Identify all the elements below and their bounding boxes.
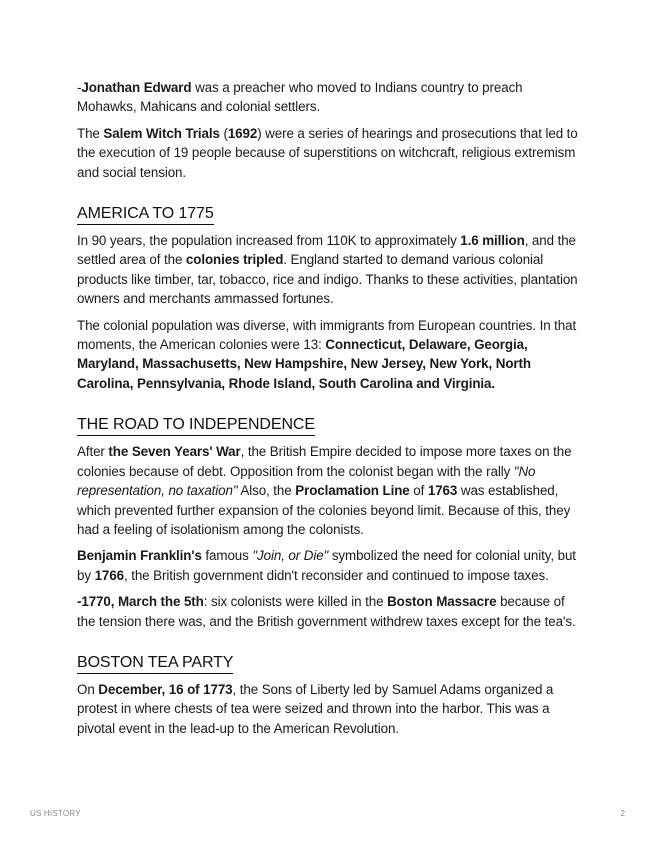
paragraph-population: In 90 years, the population increased from 110K to approximately 1.6 million, and the settled area of the colonies tripled. England started to demand various colonial products like timber, tar, tobacco, rice and indigo. Thanks to these activities, plantation owners and merchants ammassed fortunes. [77,233,578,307]
paragraph-benjamin-franklin: Benjamin Franklin's famous "Join, or Die" symbolized the need for colonial unity, but by 1766, the British government didn't reconsider and continued to impose taxes. [77,548,576,583]
paragraph-jonathan-edward: -Jonathan Edward was a preacher who moved to Indians country to preach Mohawks, Mahicans and colonial settlers. [77,80,523,115]
footer-title: US HISTORY [30,809,81,818]
heading-boston-tea-party: BOSTON TEA PARTY [77,653,233,674]
page-number: 2 [620,809,625,818]
paragraph-colonies: The colonial population was diverse, with immigrants from European countries. In that moments, the American colonies were 13: Connecticut, Delaware, Georgia, Maryland, Massachusetts, New Hampshire, New Jersey, New York, North Carolina, Pennsylvania, Rhode Island, South Carolina and Virginia. [77,317,577,391]
paragraph-tea-party: On December, 16 of 1773, the Sons of Liberty led by Samuel Adams organized a protest in where chests of tea were seized and thrown into the harbor. This was a pivotal event in the lead-up to the American Revolution. [77,681,554,736]
heading-road-to-independence: THE ROAD TO INDEPENDENCE [77,415,315,436]
paragraph-boston-massacre: -1770, March the 5th: six colonists were killed in the Boston Massacre because of the tension there was, and the British government withdrew taxes except for the tea's. [77,594,576,629]
document-body [77,78,582,745]
heading-america-to-1775: AMERICA TO 1775 [77,204,214,225]
paragraph-seven-years-war: After the Seven Years' War, the British Empire decided to impose more taxes on the colonies because of debt. Opposition from the colonist began with the rally "No representation, no taxation" Also, the Proclamation Line of 1763 was established, which prevented further expansion of the colonies beyond limit. Because of this, they had a feeling of isolationism among the colonists. [77,444,572,537]
paragraph-salem-witch-trials: The Salem Witch Trials (1692) were a series of hearings and prosecutions that led to the execution of 19 people because of superstitions on witchcraft, religious extremism and social tension. [77,125,578,180]
